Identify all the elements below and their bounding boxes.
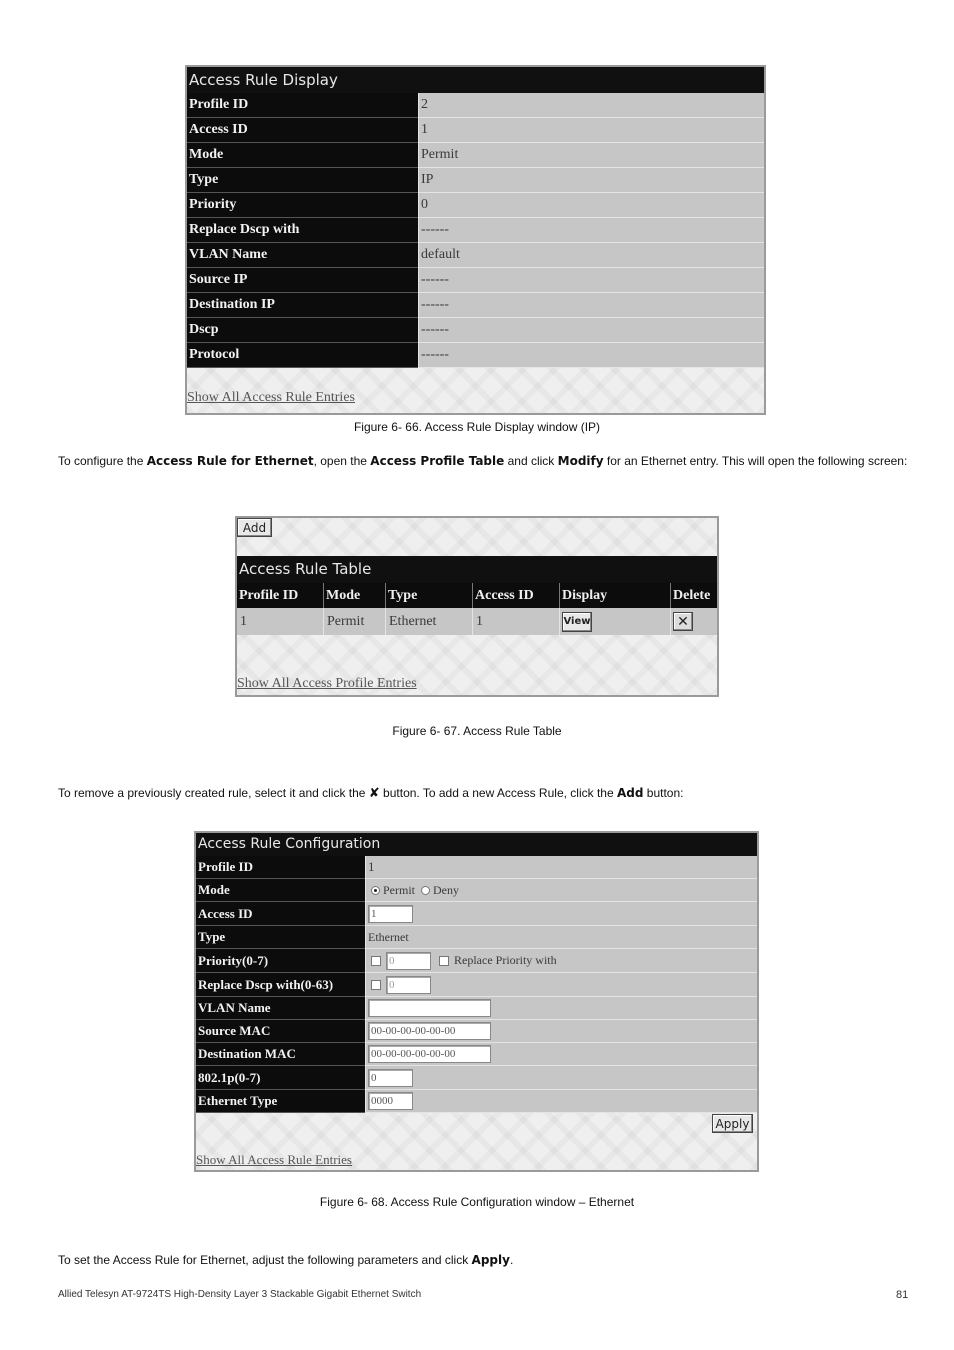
field-label: Replace Dscp with — [187, 218, 418, 243]
paragraph-remove-rule: To remove a previously created rule, select it and click the ✘ button. To add a new Access Rule, click the Add button: — [58, 786, 684, 801]
field-label: Source IP — [187, 268, 418, 293]
figure-caption-66: Figure 6- 66. Access Rule Display window (IP) — [353, 420, 601, 434]
priority-checkbox[interactable] — [371, 956, 381, 966]
table-header-row — [237, 583, 717, 608]
row-source-ip — [187, 268, 764, 293]
field-label: VLAN Name — [187, 243, 418, 268]
row-ethernet-type — [196, 1090, 757, 1113]
apply-button[interactable]: Apply — [712, 1114, 753, 1133]
field-label: Dscp — [187, 318, 418, 343]
figure-caption-68: Figure 6- 68. Access Rule Configuration window – Ethernet — [319, 1195, 635, 1209]
row-source-mac — [196, 1020, 757, 1043]
mode-permit-radio[interactable] — [371, 886, 380, 895]
access-rule-table-window — [235, 516, 719, 697]
col-profile-id: Profile ID — [237, 583, 324, 608]
field-value: ------ — [418, 218, 764, 243]
row-replace-dscp — [196, 973, 757, 997]
field-label: VLAN Name — [196, 997, 365, 1020]
delete-icon[interactable]: ✕ — [673, 612, 693, 631]
cell-profile-id: 1 — [237, 608, 324, 635]
view-button[interactable]: View — [562, 612, 592, 632]
field-label: Destination IP — [187, 293, 418, 318]
field-value: Ethernet — [365, 926, 757, 949]
field-label: 802.1p(0-7) — [196, 1066, 365, 1090]
field-label: Mode — [187, 143, 418, 168]
row-type — [187, 168, 764, 193]
field-value: 0 — [418, 193, 764, 218]
row-destination-mac — [196, 1043, 757, 1066]
mode-radio-group: Permit Deny — [365, 879, 757, 902]
row-priority: Priority(0-7) 0 Replace Priority with — [196, 949, 757, 973]
row-protocol — [187, 343, 764, 368]
field-value: IP — [418, 168, 764, 193]
replace-dscp-checkbox[interactable] — [371, 980, 381, 990]
cell-access-id: 1 — [473, 608, 560, 635]
window-title: Access Rule Display — [187, 67, 764, 93]
field-value: ------ — [418, 268, 764, 293]
show-all-access-rule-entries-link[interactable]: Show All Access Rule Entries — [187, 390, 355, 405]
field-value: Permit — [418, 143, 764, 168]
field-label: Source MAC — [196, 1020, 365, 1043]
field-value: 1 — [418, 118, 764, 143]
figure-caption-67: Figure 6- 67. Access Rule Table — [392, 724, 562, 738]
field-label: Ethernet Type — [196, 1090, 365, 1113]
mode-deny-radio[interactable] — [421, 886, 430, 895]
row-dscp — [187, 318, 764, 343]
ethernet-type-input[interactable]: 0000 — [368, 1092, 413, 1110]
field-label: Type — [187, 168, 418, 193]
show-all-access-profile-entries-link[interactable]: Show All Access Profile Entries — [237, 676, 417, 691]
field-label: Mode — [196, 879, 365, 902]
row-profile-id — [187, 93, 764, 118]
cell-type: Ethernet — [386, 608, 473, 635]
window-title: Access Rule Configuration — [196, 833, 757, 856]
source-mac-input[interactable]: 00-00-00-00-00-00 — [368, 1022, 491, 1040]
footer-product-name: Allied Telesyn AT-9724TS High-Density Layer 3 Stackable Gigabit Ethernet Switch — [58, 1289, 422, 1300]
cell-delete — [671, 608, 717, 635]
8021p-input[interactable]: 0 — [368, 1069, 413, 1087]
row-mode — [187, 143, 764, 168]
vlan-name-input[interactable] — [368, 999, 491, 1017]
field-label: Protocol — [187, 343, 418, 368]
row-8021p — [196, 1066, 757, 1090]
row-vlan-name — [187, 243, 764, 268]
row-destination-ip — [187, 293, 764, 318]
col-delete: Delete — [671, 583, 717, 608]
row-replace-dscp — [187, 218, 764, 243]
cell-mode: Permit — [324, 608, 386, 635]
field-value: ------ — [418, 343, 764, 368]
row-access-id — [187, 118, 764, 143]
field-label: Type — [196, 926, 365, 949]
priority-input[interactable]: 0 — [386, 952, 431, 970]
paragraph-configure-ethernet: To configure the Access Rule for Ethernet, open the Access Profile Table and click Modify for an Ethernet entry. This will open the following screen: — [58, 454, 908, 468]
destination-mac-input[interactable]: 00-00-00-00-00-00 — [368, 1045, 491, 1063]
field-value: ------ — [418, 318, 764, 343]
field-label: Destination MAC — [196, 1043, 365, 1066]
field-label: Priority — [187, 193, 418, 218]
table-row[interactable] — [237, 608, 717, 635]
col-type: Type — [386, 583, 473, 608]
row-vlan-name — [196, 997, 757, 1020]
field-label: Profile ID — [187, 93, 418, 118]
col-access-id: Access ID — [473, 583, 560, 608]
replace-priority-checkbox[interactable] — [439, 956, 449, 966]
row-access-id — [196, 902, 757, 926]
col-mode: Mode — [324, 583, 386, 608]
replace-dscp-input[interactable]: 0 — [386, 976, 431, 994]
field-label: Priority(0-7) — [196, 949, 365, 973]
cell-display — [560, 608, 671, 635]
row-mode — [196, 879, 757, 902]
footer-page-number: 81 — [896, 1289, 909, 1301]
field-value: 1 — [365, 856, 757, 879]
field-label: Replace Dscp with(0-63) — [196, 973, 365, 997]
field-label: Access ID — [196, 902, 365, 926]
field-value: default — [418, 243, 764, 268]
field-label: Profile ID — [196, 856, 365, 879]
field-label: Access ID — [187, 118, 418, 143]
field-value: ------ — [418, 293, 764, 318]
row-priority — [187, 193, 764, 218]
row-profile-id — [196, 856, 757, 879]
access-id-input[interactable]: 1 — [368, 905, 413, 923]
table-title: Access Rule Table — [237, 556, 717, 583]
access-rule-configuration-window — [194, 831, 759, 1172]
add-button[interactable]: Add — [237, 518, 272, 537]
delete-x-icon: ✘ — [368, 786, 380, 801]
show-all-access-rule-entries-link[interactable]: Show All Access Rule Entries — [196, 1152, 352, 1167]
col-display: Display — [560, 583, 671, 608]
paragraph-set-ethernet: To set the Access Rule for Ethernet, adjust the following parameters and click Apply. — [58, 1253, 514, 1267]
row-type — [196, 926, 757, 949]
access-rule-display-window — [185, 65, 766, 415]
field-value: 2 — [418, 93, 764, 118]
